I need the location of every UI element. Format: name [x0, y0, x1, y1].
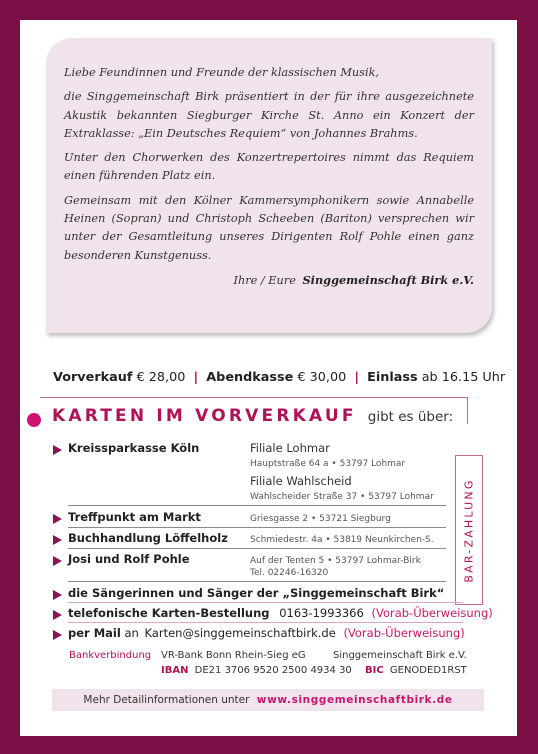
outlet-buch-address: Schmiedestr. 4a • 53819 Neunkirchen-S.	[250, 535, 434, 545]
footer-bar	[52, 689, 484, 711]
price-separator: |	[354, 370, 360, 385]
welcome-letter	[46, 38, 492, 333]
bar-zahlung-box	[455, 455, 483, 605]
price-line	[53, 370, 506, 385]
triangle-bullet-icon	[53, 445, 62, 455]
extra-mail	[68, 626, 465, 640]
price-separator: |	[193, 370, 199, 385]
letter-paragraph-3: Gemeinsam mit den Kölner Kammersymphonikern sowie Annabelle Heinen (Sopran) und Christoph Scheeben (Bariton) versprechen wir unter der Gesamtleitung unseres Dirigenten Rolf Pohle einen ganz besonderen Kunstgenuss.	[64, 193, 474, 262]
vorverkauf-price: € 28,00	[136, 370, 186, 385]
bank-line-1	[69, 650, 151, 661]
einlass-label: Einlass	[367, 370, 418, 385]
saenger-text: die Sängerinnen und Sänger der „Singgemeinschaft Birk“	[68, 586, 445, 600]
letter-paragraph-2: Unter den Chorwerken des Konzertrepertoires nimmt das Requiem einen führenden Platz ein.	[64, 151, 474, 183]
mail-label: per Mail	[68, 626, 121, 640]
flyer-page	[20, 20, 517, 736]
triangle-bullet-icon	[53, 535, 62, 545]
letter-greeting: Liebe Feundinnen und Freunde der klassischen Musik,	[64, 66, 380, 79]
bic-label: BIC	[365, 665, 384, 676]
outlet-ksk-branch-wahlscheid: Filiale Wahlscheid	[250, 474, 352, 488]
outlet-ksk-address-lohmar: Hauptstraße 64 a • 53797 Lohmar	[250, 459, 406, 469]
website-link[interactable]: www.singgemeinschaftbirk.de	[256, 694, 453, 706]
abendkasse-label: Abendkasse	[206, 370, 294, 385]
outlet-josi-phone: Tel. 02246-16320	[250, 568, 329, 578]
einlass-time: ab 16.15 Uhr	[421, 370, 506, 385]
outlet-markt-address: Griesgasse 2 • 53721 Siegburg	[250, 514, 391, 524]
bar-zahlung-label: BAR-ZAHLUNG	[462, 477, 476, 583]
bic-value: GENODED1RST	[389, 665, 467, 676]
divider	[68, 505, 446, 506]
triangle-bullet-icon	[53, 630, 62, 640]
iban-value: DE21 3706 9520 2500 4934 30	[194, 665, 352, 676]
telefon-note: (Vorab-Überweisung)	[371, 606, 493, 620]
iban-label: IBAN	[161, 665, 189, 676]
presale-heading	[52, 406, 453, 426]
telefon-number[interactable]: 0163-1993366	[279, 606, 364, 620]
mail-address-link[interactable]: Karten@singgemeinschaftbirk.de	[144, 626, 336, 640]
letter-paragraph-1: die Singgemeinschaft Birk präsentiert in der für ihre ausgezeichnete Akustik bekannten Siegburger Kirche St. Anno ein Konzert der Extraklasse: „Ein Deutsches Requiem“ von Johannes Brahms.	[64, 90, 474, 140]
outlet-ksk-address-wahlscheid: Wahlscheider Straße 37 • 53797 Lohmar	[250, 492, 434, 502]
presale-title: KARTEN IM VORVERKAUF	[52, 406, 357, 426]
vorverkauf-label: Vorverkauf	[53, 370, 133, 385]
telefon-label: telefonische Karten-Bestellung	[68, 606, 270, 620]
outlet-josi-name: Josi und Rolf Pohle	[68, 552, 190, 566]
divider	[68, 581, 446, 582]
mail-an: an	[124, 626, 139, 640]
extra-telefon	[68, 606, 493, 620]
outlet-ksk-name: Kreissparkasse Köln	[68, 441, 200, 455]
triangle-bullet-icon	[53, 590, 62, 600]
presale-subtitle: gibt es über:	[367, 409, 454, 425]
abendkasse-price: € 30,00	[297, 370, 347, 385]
bank-name: VR-Bank Bonn Rhein-Sieg eG	[161, 650, 306, 661]
divider	[68, 602, 463, 603]
outlet-markt-name: Treffpunkt am Markt	[68, 510, 201, 524]
bank-line-2	[161, 665, 467, 676]
signature-name: Singgemeinschaft Birk e.V.	[302, 272, 474, 287]
mail-note: (Vorab-Überweisung)	[343, 626, 465, 640]
divider	[68, 527, 446, 528]
triangle-bullet-icon	[53, 514, 62, 524]
outlet-buch-name: Buchhandlung Löffelholz	[68, 531, 228, 545]
divider	[68, 548, 446, 549]
outlet-josi-address: Auf der Tenten 5 • 53797 Lohmar-Birk	[250, 556, 421, 566]
letter-signature	[64, 271, 474, 290]
bank-holder: Singgemeinschaft Birk e.V.	[333, 650, 467, 661]
bullet-dot-icon	[27, 413, 41, 427]
extra-saenger	[68, 586, 444, 600]
triangle-bullet-icon	[53, 556, 62, 566]
signature-prefix: Ihre / Eure	[233, 273, 296, 287]
footer-text: Mehr Detailinformationen unter	[83, 694, 250, 706]
triangle-bullet-icon	[53, 610, 62, 620]
divider	[68, 622, 463, 623]
bank-label: Bankverbindung	[69, 650, 152, 661]
outlet-ksk-branch-lohmar: Filiale Lohmar	[250, 441, 330, 455]
